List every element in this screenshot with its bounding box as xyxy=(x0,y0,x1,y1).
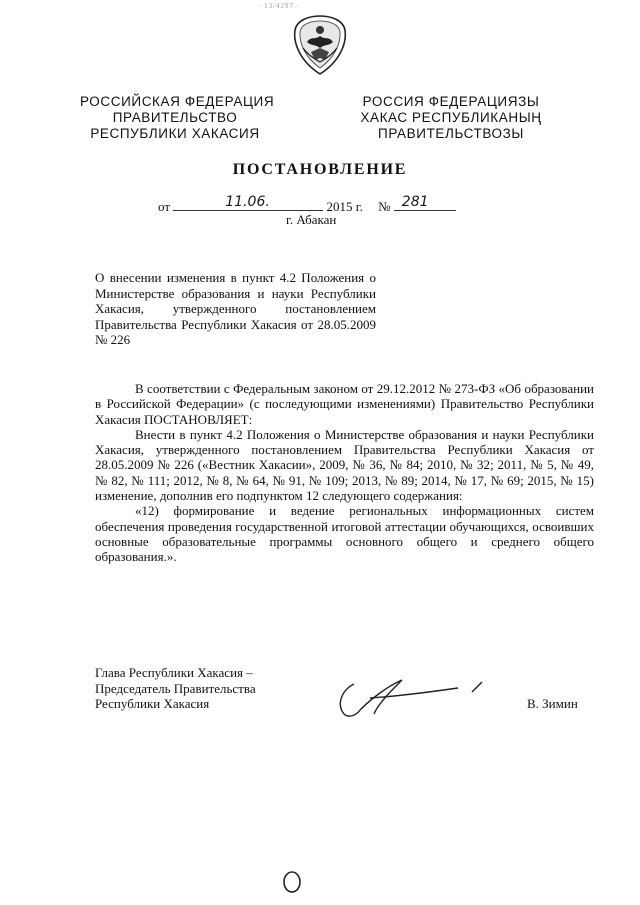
signatory-name: В. Зимин xyxy=(527,696,578,711)
body-paragraph: В соответствии с Федеральным законом от 29.12.2012 № 273-ФЗ «Об образовании в Российской Федерации» (с последующими изменениями) Правительство Республики Хакасия ПОСТАНОВЛЯЕТ: xyxy=(95,381,594,427)
header-line: ХАКАС РЕСПУБЛИКАНЫҢ xyxy=(360,110,542,125)
date-prefix: от xyxy=(158,199,171,214)
number-field xyxy=(394,196,456,211)
signatory-title-line: Глава Республики Хакасия – xyxy=(95,665,253,680)
signatory-title xyxy=(95,665,256,712)
header-line: РЕСПУБЛИКИ ХАКАСИЯ xyxy=(90,126,260,141)
coat-of-arms-emblem xyxy=(291,14,349,76)
signatory-title-line: Председатель Правительства xyxy=(95,680,256,696)
header-russian xyxy=(80,94,275,142)
handwritten-date: 11.06. xyxy=(225,194,270,210)
body-paragraph: «12) формирование и ведение региональных информационных систем обеспечения проведения государственной итоговой аттестации обучающихся, освоивших основные образовательные программы основного общего и среднего общего образования.». xyxy=(95,503,594,565)
body-paragraph: Внести в пункт 4.2 Положения о Министерстве образования и науки Республики Хакасия, утвержденного постановлением Правительства Республики Хакасия от 28.05.2009 № 226 («Вестник Хакасии», 2009, № 36, № 84; 2010, № 32; 2011, № 5, № 49, № 82, № 111; 2012, № 8, № 64, № 91, № 109; 2013, № 89; 2014, № 17, № 69; 2015, № 15) изменение, дополнив его подпунктом 12 следующего содержания: xyxy=(95,426,594,504)
year-label: 2015 г. xyxy=(326,199,363,214)
header-line: ПРАВИТЕЛЬСТВО xyxy=(112,110,238,125)
number-sign: № xyxy=(378,199,391,214)
archive-mark: · 13/4297 · xyxy=(258,2,301,10)
header-line: ПРАВИТЕЛЬСТВОЗЫ xyxy=(378,126,524,141)
date-field xyxy=(173,196,323,211)
handwritten-number: 281 xyxy=(401,194,429,210)
header-khakas xyxy=(356,94,546,142)
circle-mark-icon xyxy=(281,868,303,894)
document-subject: О внесении изменения в пункт 4.2 Положения о Министерстве образования и науки Республики Хакасия, утвержденного постановлением Правительства Республики Хакасия от 28.05.2009 № 226 xyxy=(95,270,376,347)
header-line: РОССИЯ ФЕДЕРАЦИЯЗЫ xyxy=(362,94,540,109)
handwritten-signature xyxy=(330,676,500,720)
city-label: г. Абакан xyxy=(286,212,337,227)
document-title: ПОСТАНОВЛЕНИЕ xyxy=(232,161,408,178)
document-body xyxy=(95,381,594,565)
header-line: РОССИЙСКАЯ ФЕДЕРАЦИЯ xyxy=(80,94,275,109)
signatory-title-line: Республики Хакасия xyxy=(95,696,210,711)
